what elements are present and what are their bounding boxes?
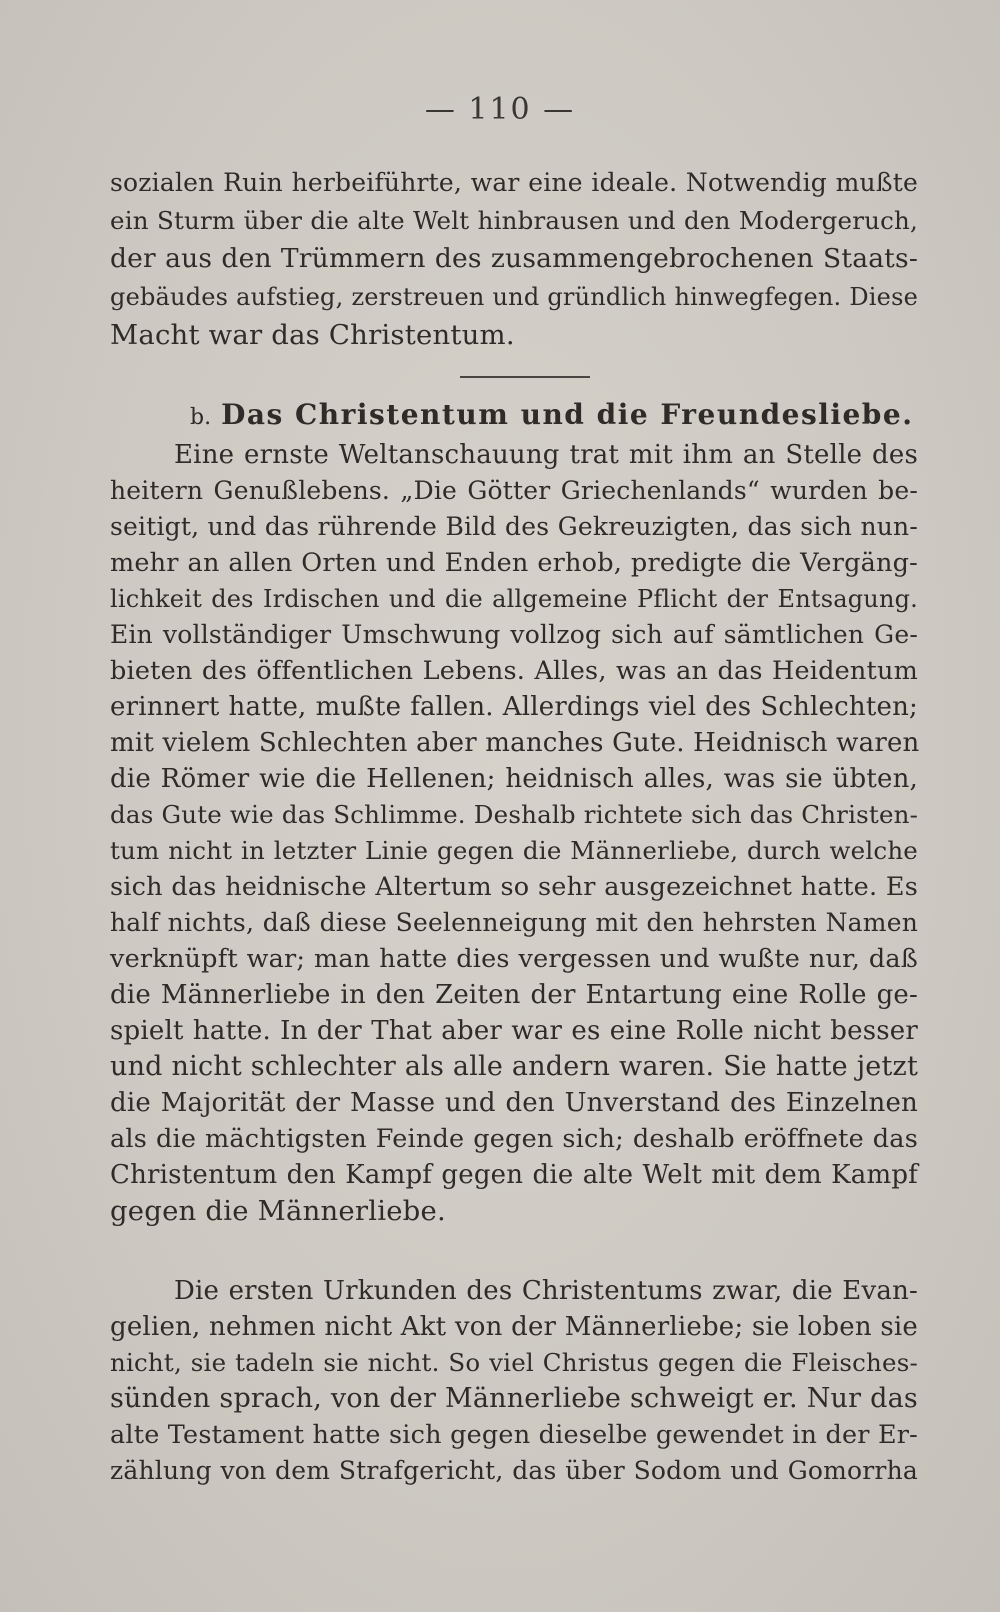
text-line: tum nicht in letzter Linie gegen die Männerliebe, durch welche [110,836,918,865]
section-divider [460,376,590,378]
text-line: die Majorität der Masse und den Unverstand des Einzelnen [110,1088,918,1118]
text-line: lichkeit des Irdischen und die allgemeine Pflicht der Entsagung. [110,585,918,613]
text-line: erinnert hatte, mußte fallen. Allerdings viel des Schlechten; [110,692,918,722]
text-line: sich das heidnische Altertum so sehr ausgezeichnet hatte. Es [110,872,918,902]
text-line: die Römer wie die Hellenen; heidnisch alles, was sie übten, [110,764,918,794]
text-line: und nicht schlechter als alle andern waren. Sie hatte jetzt [110,1051,918,1082]
section-marker: b. [190,405,212,430]
text-line: half nichts, daß diese Seelenneigung mit den hehrsten Namen [110,908,918,937]
text-line: mehr an allen Orten und Enden erhob, predigte die Vergäng- [110,548,918,578]
text-line: Christentum den Kampf gegen die alte Welt mit dem Kampf [110,1160,918,1190]
section-heading [190,396,914,437]
text-line: der aus den Trümmern des zusammengebrochenen Staats- [110,243,918,274]
text-line: Macht war das Christentum. [110,319,515,351]
section-title: Das Christentum und die Freundesliebe. [221,398,914,431]
text-line: sozialen Ruin herbeiführte, war eine ideale. Notwendig mußte [110,168,918,197]
text-line: bieten des öffentlichen Lebens. Alles, was an das Heidentum [110,656,918,686]
text-line: ein Sturm über die alte Welt hinbrausen und den Modergeruch, [110,206,918,235]
text-line: nicht, sie tadeln sie nicht. So viel Christus gegen die Fleisches- [110,1348,918,1377]
text-line: heitern Genußlebens. „Die Götter Griechenlands“ wurden be- [110,476,918,505]
text-line: mit vielem Schlechten aber manches Gute. Heidnisch waren [110,728,920,758]
text-line: spielt hatte. In der That aber war es eine Rolle nicht besser [110,1016,918,1046]
text-line: gegen die Männerliebe. [110,1195,446,1227]
text-line: Eine ernste Weltanschauung trat mit ihm an Stelle des [174,440,918,470]
text-line: gelien, nehmen nicht Akt von der Männerliebe; sie loben sie [110,1312,918,1342]
text-line: Die ersten Urkunden des Christentums zwar, die Evan- [174,1276,918,1306]
text-line: gebäudes aufstieg, zerstreuen und gründlich hinwegfegen. Diese [110,283,918,311]
text-line: sünden sprach, von der Männerliebe schweigt er. Nur das [110,1383,918,1414]
text-line: verknüpft war; man hatte dies vergessen und wußte nur, daß [110,944,918,974]
text-line: das Gute wie das Schlimme. Deshalb richtete sich das Christen- [110,800,919,829]
page-number: — 110 — [424,92,576,127]
text-line: die Männerliebe in den Zeiten der Entartung eine Rolle ge- [110,980,918,1010]
text-line: alte Testament hatte sich gegen dieselbe gewendet in der Er- [110,1420,918,1450]
text-line: Ein vollständiger Umschwung vollzog sich auf sämtlichen Ge- [110,620,918,649]
text-line: seitigt, und das rührende Bild des Gekreuzigten, das sich nun- [110,512,918,541]
text-line: als die mächtigsten Feinde gegen sich; deshalb eröffnete das [110,1124,918,1154]
text-line: zählung von dem Strafgericht, das über Sodom und Gomorrha [110,1456,918,1485]
